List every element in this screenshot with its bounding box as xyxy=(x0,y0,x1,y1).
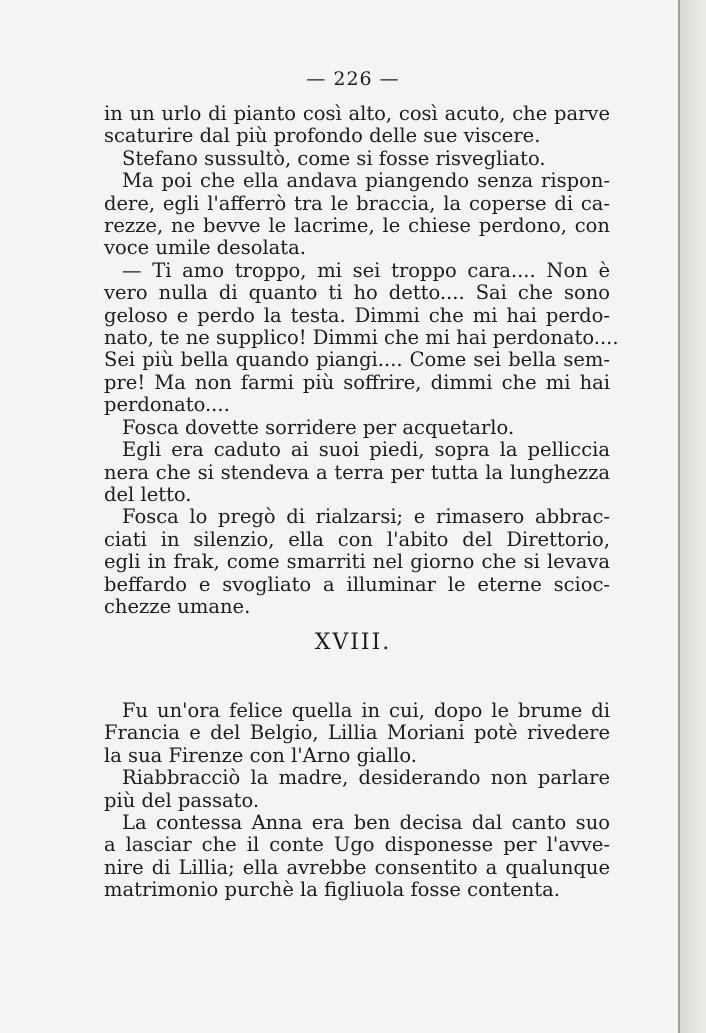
text-line: — Ti amo troppo, mi sei troppo cara.... Non è xyxy=(122,258,610,282)
text-line: beffardo e svogliato a illuminar le eterne scioc- xyxy=(104,572,610,596)
text-line: Ma poi che ella andava piangendo senza rispon- xyxy=(122,169,610,193)
text-line: geloso e perdo la testa. Dimmi che mi hai perdo- xyxy=(104,303,610,327)
text-line: nire di Lillia; ella avrebbe consentito a qualunque xyxy=(104,855,610,879)
text-line: Stefano sussultò, come si fosse risvegliato. xyxy=(122,146,546,170)
text-line: Fosca lo pregò di rialzarsi; e rimasero abbrac- xyxy=(122,505,610,529)
text-line: Riabbracciò la madre, desiderando non parlare xyxy=(122,766,610,790)
page-number: — 226 — xyxy=(306,68,400,90)
text-line: vero nulla di quanto ti ho detto.... Sai che sono xyxy=(104,281,610,305)
text-line: voce umile desolata. xyxy=(104,236,306,260)
text-line: Egli era caduto ai suoi piedi, sopra la pelliccia xyxy=(122,438,610,462)
text-line: Fosca dovette sorridere per acquetarlo. xyxy=(122,415,515,439)
text-line: pre! Ma non farmi più soffrire, dimmi che mi hai xyxy=(104,370,610,394)
text-line: a lasciar che il conte Ugo disponesse per l'avve- xyxy=(104,833,610,857)
text-line: chezze umane. xyxy=(104,594,251,618)
text-line: matrimonio purchè la figliuola fosse contenta. xyxy=(104,878,560,902)
text-line: Fu un'ora felice quella in cui, dopo le brume di xyxy=(122,699,610,722)
page-edge-line xyxy=(678,0,680,1033)
text-line: Francia e del Belgio, Lillia Moriani potè rivedere xyxy=(104,721,610,745)
chapter-heading: XVIII. xyxy=(314,630,392,655)
text-line: la sua Firenze con l'Arno giallo. xyxy=(104,743,417,767)
text-line: perdonato.... xyxy=(104,393,230,417)
text-line: egli in frak, come smarriti nel giorno che si levava xyxy=(104,550,610,574)
text-line: La contessa Anna era ben decisa dal canto suo xyxy=(122,811,610,835)
body-text-bottom xyxy=(104,700,610,902)
text-line: più del passato. xyxy=(104,788,260,812)
body-text-top xyxy=(104,102,619,618)
text-line: del letto. xyxy=(104,482,192,506)
text-line: nera che si stendeva a terra per tutta la lunghezza xyxy=(104,460,610,484)
text-line: nato, te ne supplico! Dimmi che mi hai perdonato.... xyxy=(104,326,619,350)
text-line: scaturire dal più profondo delle sue viscere. xyxy=(104,124,541,148)
text-line: Sei più bella quando piangi.... Come sei bella sem- xyxy=(104,348,610,372)
text-line: ciati in silenzio, ella con l'abito del Direttorio, xyxy=(104,527,610,551)
text-line: in un urlo di pianto così alto, così acuto, che parve xyxy=(104,102,610,125)
text-line: rezze, ne bevve le lacrime, le chiese perdono, con xyxy=(104,214,610,238)
text-line: dere, egli l'afferrò tra le braccia, la coperse di ca- xyxy=(104,191,610,215)
page-gutter-shadow xyxy=(680,0,706,1033)
